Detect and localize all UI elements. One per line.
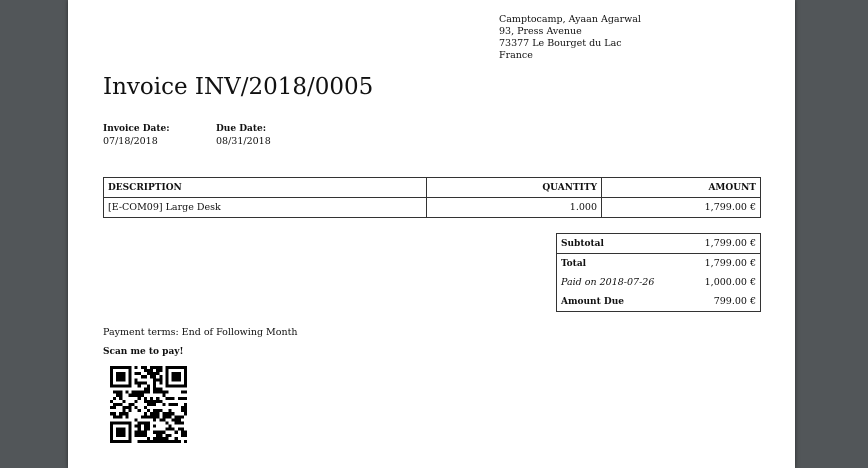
invoice-date-value: 07/18/2018 [103, 136, 158, 147]
total-row [557, 254, 761, 274]
total-label: Total [557, 254, 685, 274]
invoice-page [68, 0, 795, 468]
paid-label: Paid on 2018-07-26 [561, 277, 655, 288]
invoice-title: Invoice INV/2018/0005 [103, 74, 374, 100]
company-city: 73377 Le Bourget du Lac [499, 38, 622, 49]
amount-due-value: 799.00 € [713, 296, 756, 307]
total-value: 1,799.00 € [685, 254, 761, 274]
line-amount: 1,799.00 € [602, 198, 761, 218]
payment-qr-code [110, 366, 187, 443]
company-name: Camptocamp, Ayaan Agarwal [499, 14, 641, 25]
table-header-row [104, 178, 761, 198]
payment-row [557, 273, 761, 292]
subtotal-row [557, 234, 761, 254]
company-street: 93, Press Avenue [499, 26, 582, 37]
amount-due-row [557, 292, 761, 312]
amount-due-label: Amount Due [561, 296, 624, 307]
scan-label: Scan me to pay! [103, 347, 184, 357]
due-date-label: Due Date: [216, 124, 267, 134]
subtotal-value: 1,799.00 € [704, 238, 756, 249]
totals-table [556, 233, 761, 312]
line-description: [E-COM09] Large Desk [104, 198, 427, 218]
invoice-lines-table [103, 177, 761, 218]
payment-terms: Payment terms: End of Following Month [103, 327, 298, 338]
company-address [499, 14, 641, 62]
amount-header: AMOUNT [602, 178, 761, 198]
paid-value: 1,000.00 € [704, 277, 756, 288]
invoice-date-label: Invoice Date: [103, 124, 170, 134]
quantity-header: QUANTITY [427, 178, 602, 198]
line-quantity: 1.000 [427, 198, 602, 218]
due-date-value: 08/31/2018 [216, 136, 271, 147]
table-row [104, 198, 761, 218]
subtotal-label: Subtotal [561, 238, 604, 249]
company-country: France [499, 50, 533, 61]
description-header: DESCRIPTION [104, 178, 427, 198]
